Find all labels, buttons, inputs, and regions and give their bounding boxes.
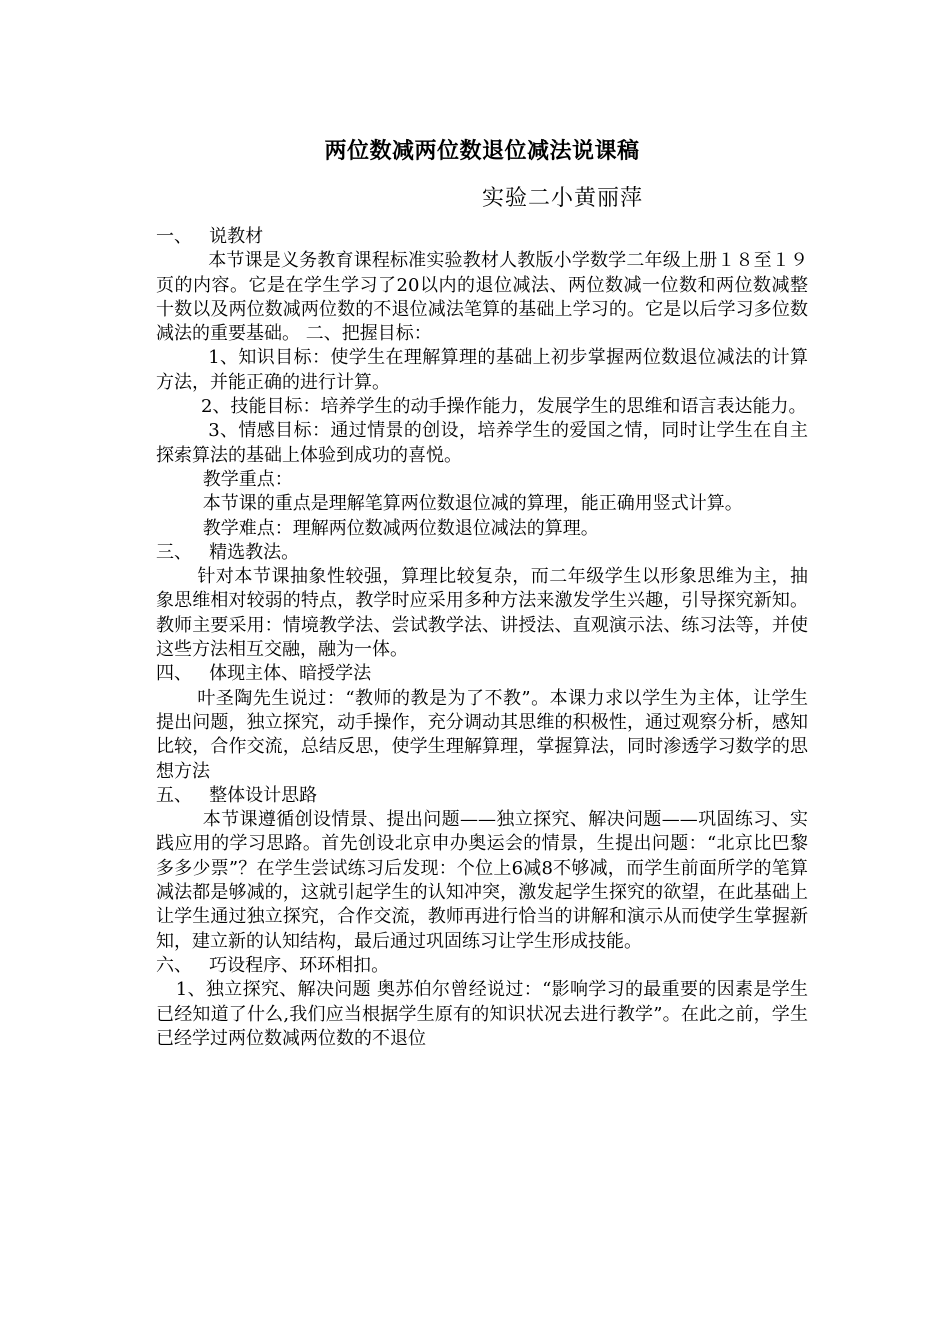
paragraph: 教学重点： [202, 468, 293, 490]
section-heading: 一、 说教材 [156, 226, 264, 247]
paragraph: 叶圣陶先生说过：“教师的教是为了不教”。本课力求以学生为主体，让学生提出问题，独立探究，动手操作，充分调动其思维的积极性，通过观察分析，感知比较，合作交流，总结反思，使学生理解算理，掌握算法，同时渗透学习数学的思想方法 [156, 687, 808, 782]
section-heading: 五、 整体设计思路 [156, 784, 318, 806]
paragraph: 2、技能目标：培养学生的动手操作能力，发展学生的思维和语言表达能力。 [201, 396, 807, 418]
document-page [156, 0, 808, 1344]
paragraph: 1、独立探究、解决问题 奥苏伯尔曾经说过：“影响学习的最重要的因素是学生已经知道了什么,我们应当根据学生原有的知识状况去进行教学”。在此之前，学生已经学过两位数减两位数的不退位 [156, 979, 808, 1049]
paragraph: 针对本节课抽象性较强，算理比较复杂，而二年级学生以形象思维为主，抽象思维相对较弱的特点，教学时应采用多种方法来激发学生兴趣，引导探究新知。教师主要采用：情境教学法、尝试教学法、讲授法、直观演示法、练习法等，并使这些方法相互交融，融为一体。 [156, 566, 808, 661]
paragraph: 1、知识目标：使学生在理解算理的基础上初步掌握两位数退位减法的计算方法，并能正确的进行计算。 [156, 347, 808, 393]
section-heading: 四、 体现主体、暗授学法 [156, 663, 372, 685]
document-body [156, 225, 808, 1051]
section-heading: 六、 巧设程序、环环相扣。 [156, 954, 390, 976]
paragraph: 教学难点：理解两位数减两位数退位减法的算理。 [202, 517, 599, 539]
paragraph: 本节课是义务教育课程标准实验教材人教版小学数学二年级上册１８至１９页的内容。它是在学生学习了20以内的退位减法、两位数减一位数和两位数减整十数以及两位数减两位数的不退位减法笔算的基础上学习的。它是以后学习多位数减法的重要基础。 二、把握目标： [156, 250, 808, 345]
document-author: 实验二小黄丽萍 [482, 186, 644, 211]
paragraph: 本节课遵循创设情景、提出问题——独立探究、解决问题——巩固练习、实践应用的学习思路。首先创设北京申办奥运会的情景，生提出问题：“北京比巴黎多多少票”？在学生尝试练习后发现：个位上6减8不够减，而学生前面所学的笔算减法都是够减的，这就引起学生的认知冲突，激发起学生探究的欲望，在此基础上让学生通过独立探究，合作交流，教师再进行恰当的讲解和演示从而使学生掌握新知，建立新的认知结构，最后通过巩固练习让学生形成技能。 [156, 809, 808, 952]
paragraph: 3、情感目标：通过情景的创设，培养学生的爱国之情，同时让学生在自主探索算法的基础上体验到成功的喜悦。 [156, 420, 808, 466]
section-heading: 三、 精选教法。 [156, 541, 300, 563]
document-title: 两位数减两位数退位减法说课稿 [324, 138, 640, 164]
paragraph: 本节课的重点是理解笔算两位数退位减的算理，能正确用竖式计算。 [202, 493, 743, 515]
